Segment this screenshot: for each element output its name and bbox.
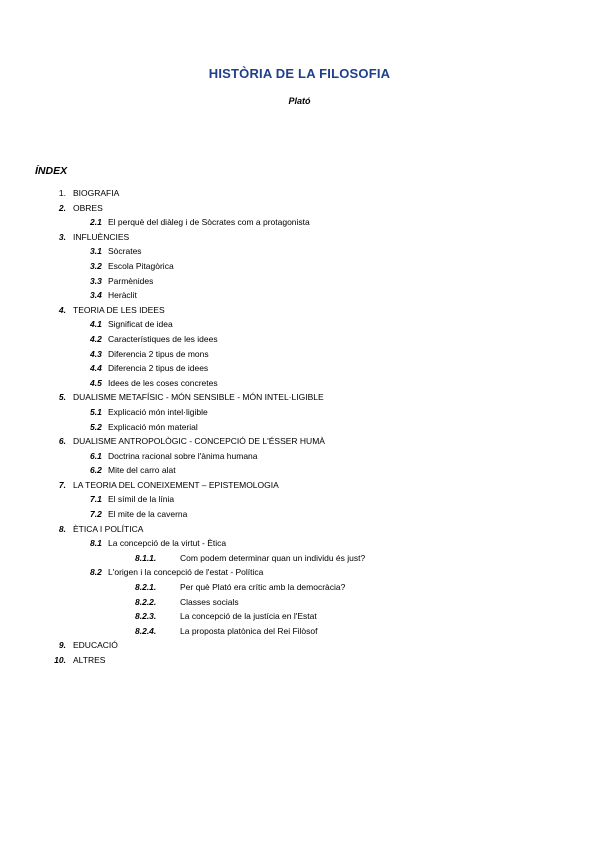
toc-label: Diferencia 2 tipus de mons [108,348,209,359]
toc-number: 2. [58,202,66,213]
toc-number: 4.4 [90,363,102,374]
toc-number: 3.1 [90,246,102,257]
document-subtitle: Plató [288,96,311,106]
toc-label: DUALISME METAFÍSIC - MÓN SENSIBLE - MÓN INTEL·LIGIBLE [73,392,324,403]
toc-number: 6. [58,436,66,447]
toc-number: 8.2.2. [135,596,157,607]
toc-entry [0,653,599,668]
toc-label: L'origen i la concepció de l'estat - Política [108,567,264,578]
toc-entry [0,201,599,216]
document-title: HISTÒRIA DE LA FILOSOFIA [208,66,391,81]
toc-number: 5.1 [90,406,102,417]
toc-number: 4.2 [90,333,102,344]
toc-label: DUALISME ANTROPOLÒGIC - CONCEPCIÓ DE L'ÉSSER HUMÀ [73,436,325,447]
toc-entry [0,522,599,537]
toc-number: 8.2.1. [135,582,157,593]
toc-number: 6.2 [90,465,102,476]
toc-number: 8.1 [90,538,102,549]
toc-label: La concepció de la virtut - Ètica [108,538,227,549]
toc-label: Heràclit [108,290,137,301]
toc-number: 8.2.4. [135,625,157,636]
toc-subentry [0,244,599,259]
toc-subentry [0,507,599,522]
toc-label: INFLUÈNCIES [73,231,130,242]
toc-label: EDUCACIÓ [73,640,118,651]
toc-subsubentry [0,595,599,610]
toc-label: TEORIA DE LES IDEES [73,304,165,315]
toc-subentry [0,317,599,332]
toc-entry [0,478,599,493]
toc-number: 2.1 [90,217,102,228]
toc-subentry [0,288,599,303]
toc-label: Per què Plató era crític amb la democràcia? [180,582,346,593]
toc-number: 4.1 [90,319,102,330]
toc-subsubentry [0,609,599,624]
toc-subsubentry [0,624,599,639]
toc-subentry [0,565,599,580]
toc-number: 5.2 [90,421,102,432]
toc-subentry [0,361,599,376]
toc-number: 9. [58,640,66,651]
toc-label: Parmènides [108,275,154,286]
toc-number: 8. [58,523,66,534]
toc-entry [0,638,599,653]
toc-label: OBRES [73,202,103,213]
toc-subentry [0,405,599,420]
toc-number: 7.1 [90,494,102,505]
toc-label: Classes socials [180,596,239,607]
toc-label: LA TEORIA DEL CONEIXEMENT – EPISTEMOLOGIA [73,479,279,490]
toc-number: 7. [58,479,66,490]
toc-number: 3.3 [90,275,102,286]
toc-label: Explicació món intel·ligible [108,406,208,417]
toc-label: La proposta platònica del Rei Filòsof [180,625,318,636]
toc-label: Escola Pitagòrica [108,260,174,271]
toc-subentry [0,347,599,362]
toc-number: 3. [58,231,66,242]
toc-number: 7.2 [90,509,102,520]
toc-entry [0,186,599,201]
table-of-contents [0,186,599,668]
toc-label: El símil de la línia [108,494,175,505]
toc-label: El mite de la caverna [108,509,188,520]
toc-label: BIOGRAFIA [73,188,120,198]
toc-subsubentry [0,551,599,566]
toc-entry [0,303,599,318]
index-heading: ÍNDEX [35,165,68,177]
toc-subentry [0,274,599,289]
toc-entry [0,390,599,405]
toc-subentry [0,536,599,551]
toc-label: Sòcrates [108,246,142,257]
toc-number: 6.1 [90,450,102,461]
toc-label: ALTRES [73,655,106,665]
toc-subentry [0,259,599,274]
toc-label: Idees de les coses concretes [108,377,218,388]
toc-label: Significat de idea [108,319,173,330]
toc-number: 4. [58,304,66,315]
toc-number: 3.4 [90,290,102,301]
toc-number: 5. [58,392,66,403]
toc-entry [0,434,599,449]
toc-subentry [0,463,599,478]
toc-number: 10. [54,655,66,665]
toc-label: Diferencia 2 tipus de idees [108,363,209,374]
toc-entry [0,230,599,245]
toc-subentry [0,492,599,507]
toc-number: 8.2.3. [135,611,157,622]
toc-number: 3.2 [90,260,102,271]
toc-number: 8.2 [90,567,102,578]
toc-number: 4.3 [90,348,102,359]
toc-label: Mite del carro alat [108,465,176,476]
toc-subentry [0,449,599,464]
toc-label: Característiques de les idees [108,333,218,344]
toc-number: 1. [58,188,66,198]
toc-label: Com podem determinar quan un individu és just? [180,552,366,563]
toc-subentry [0,332,599,347]
toc-subsubentry [0,580,599,595]
toc-label: Doctrina racional sobre l'ànima humana [108,450,258,461]
toc-label: El perquè del diàleg i de Sòcrates com a protagonista [108,217,310,228]
toc-subentry [0,420,599,435]
toc-subentry [0,215,599,230]
toc-subentry [0,376,599,391]
toc-label: Explicació món material [108,421,198,432]
toc-label: La concepció de la justícia en l'Estat [180,611,317,622]
toc-label: ÈTICA I POLÍTICA [73,523,144,534]
toc-number: 8.1.1. [135,552,157,563]
toc-number: 4.5 [90,377,102,388]
